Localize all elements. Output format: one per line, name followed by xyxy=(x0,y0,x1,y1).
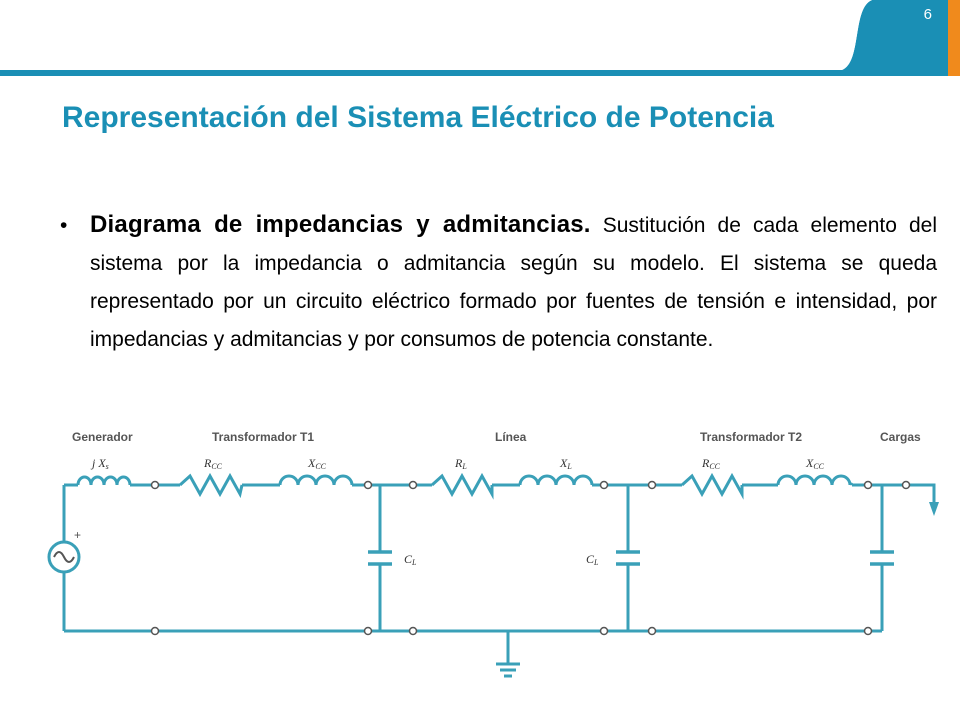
gen-reactance-inductor xyxy=(78,477,130,485)
line-xl-inductor xyxy=(520,476,592,485)
label-line: Línea xyxy=(495,430,527,444)
bullet-paragraph xyxy=(60,206,937,359)
label-transformer-t2: Transformador T2 xyxy=(700,430,803,444)
label-transformer-t1: Transformador T1 xyxy=(212,430,315,444)
label-line-rl: RL xyxy=(455,456,467,471)
label-cl-2: CL xyxy=(586,552,599,567)
line-rl-resistor xyxy=(432,476,492,494)
t1-xcc-inductor xyxy=(280,476,352,485)
label-gen-reactance: j Xs xyxy=(92,456,109,471)
label-loads: Cargas xyxy=(880,430,921,444)
bullet-text: Sustitución de cada elemento del sistema por la impedancia o admitancia según su modelo. El sistema se queda representado por un circuito eléctrico formado por fuentes de tensión e intensidad, por impedancias y admitancias y por consumos de potencia constante. xyxy=(90,214,937,351)
terminal-nodes xyxy=(152,482,910,635)
label-t2-rcc: RCC xyxy=(702,456,721,471)
t2-rcc-resistor xyxy=(682,476,742,494)
t1-rcc-resistor xyxy=(180,476,242,494)
label-line-xl: XL xyxy=(560,456,572,471)
bullet-dot: • xyxy=(60,214,68,237)
load-arrow-icon xyxy=(929,502,939,516)
source-plus-label: + xyxy=(74,528,82,542)
label-t1-rcc: RCC xyxy=(204,456,223,471)
slide-title: Representación del Sistema Eléctrico de Potencia xyxy=(62,101,774,134)
bullet-item xyxy=(60,206,937,359)
header-band xyxy=(0,0,960,80)
label-generator: Generador xyxy=(72,430,133,444)
impedance-diagram xyxy=(0,420,960,690)
page-number: 6 xyxy=(923,6,932,23)
label-cl-1: CL xyxy=(404,552,417,567)
label-t1-xcc: XCC xyxy=(308,456,327,471)
t2-xcc-inductor xyxy=(778,476,852,485)
bullet-lead: Diagrama de impedancias y admitancias. xyxy=(90,211,591,238)
label-t2-xcc: XCC xyxy=(806,456,825,471)
